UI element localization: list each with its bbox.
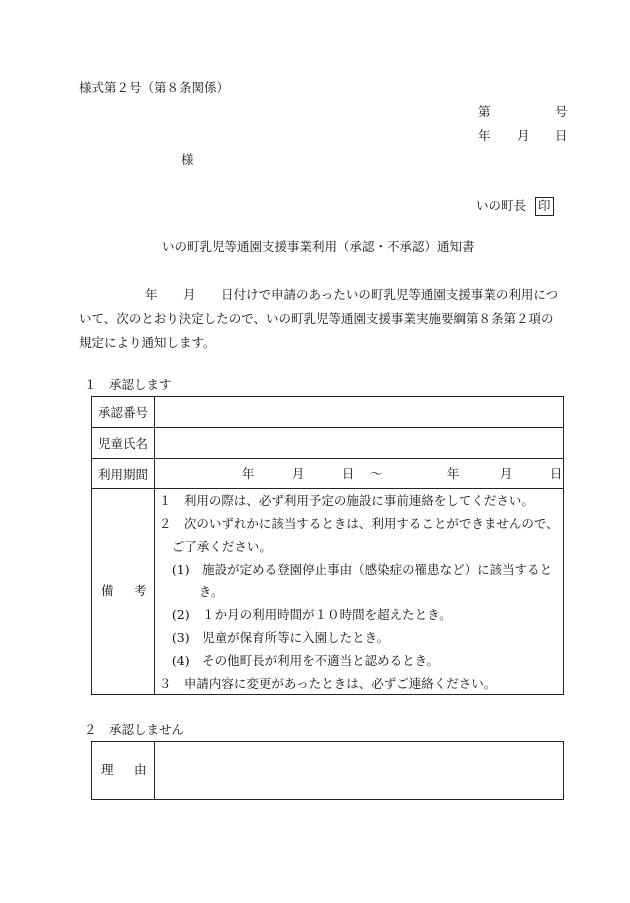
number-prefix: 第 — [478, 104, 491, 119]
section1-heading: １ 承認します — [84, 377, 172, 392]
remark-subitem-4: (4) その他町長が利用を不適当と認めるとき。 — [171, 653, 440, 668]
approval-number-label: 承認番号 — [92, 397, 155, 428]
rejection-table — [91, 741, 564, 800]
period-label: 利用期間 — [92, 459, 155, 489]
number-suffix: 号 — [555, 104, 568, 119]
period-row — [92, 459, 564, 489]
approval-number-row — [92, 397, 564, 428]
remarks-label-2: 考 — [134, 583, 147, 598]
body-line2: いて、次のとおり決定したので、いの町乳児等通園支援事業実施要綱第８条第２項の — [79, 311, 554, 326]
reason-value — [154, 742, 563, 800]
period-end-day: 日 — [549, 466, 563, 481]
section2-heading: ２ 承認しません — [84, 722, 185, 737]
period-value — [154, 459, 563, 489]
period-tilde: ～ — [369, 466, 383, 481]
remarks-row — [92, 489, 564, 695]
body-line1: 日付けで申請のあったいの町乳児等通園支援事業の利用につ — [221, 287, 559, 302]
remark-subitem-3: (3) 児童が保育所等に入園したとき。 — [171, 630, 390, 645]
approval-number-value — [154, 397, 563, 428]
period-start-year: 年 — [241, 466, 255, 481]
issuer — [476, 197, 554, 216]
remark-subitem-2: (2) １か月の利用時間が１０時間を超えたとき。 — [171, 607, 452, 622]
date-day: 日 — [555, 128, 568, 143]
remark-subitem-1: (1) 施設が定める登園停止事由（感染症の罹患など）に該当すると — [171, 562, 553, 577]
date-year: 年 — [478, 128, 491, 143]
remarks-label-1: 備 — [101, 583, 114, 598]
remark-item-1: １ 利用の際は、必ず利用予定の施設に事前連絡をしてください。 — [158, 493, 534, 508]
remarks-content — [154, 489, 563, 695]
remark-item-2-cont: ご了承ください。 — [171, 539, 272, 554]
period-start-month: 月 — [291, 466, 305, 481]
child-name-row — [92, 428, 564, 459]
addressee-suffix: 様 — [181, 152, 194, 167]
body-month: 月 — [183, 287, 196, 302]
date-month: 月 — [517, 128, 530, 143]
child-name-value — [154, 428, 563, 459]
reason-label-cell — [92, 742, 155, 800]
body-line3: 規定により通知します。 — [79, 335, 216, 350]
remark-item-2: ２ 次のいずれかに該当するときは、利用することができませんので、 — [158, 516, 559, 531]
remark-item-3: ３ 申請内容に変更があったときは、必ずご連絡ください。 — [158, 676, 497, 691]
period-start-day: 日 — [341, 466, 355, 481]
form-label: 様式第２号（第８条関係） — [79, 80, 230, 95]
period-end-month: 月 — [499, 466, 513, 481]
document-title: いの町乳児等通園支援事業利用（承認・不承認）通知書 — [162, 239, 475, 254]
remarks-label-cell — [92, 489, 155, 695]
body-year: 年 — [145, 287, 158, 302]
seal-stamp: 印 — [535, 197, 554, 216]
remark-subitem-1-cont: き。 — [198, 584, 224, 599]
reason-row — [92, 742, 564, 800]
issuer-title: いの町長 — [476, 198, 527, 213]
reason-label-2: 由 — [134, 762, 147, 777]
child-name-label: 児童氏名 — [92, 428, 155, 459]
approval-table — [91, 396, 564, 695]
period-end-year: 年 — [446, 466, 460, 481]
reason-label-1: 理 — [101, 762, 114, 777]
